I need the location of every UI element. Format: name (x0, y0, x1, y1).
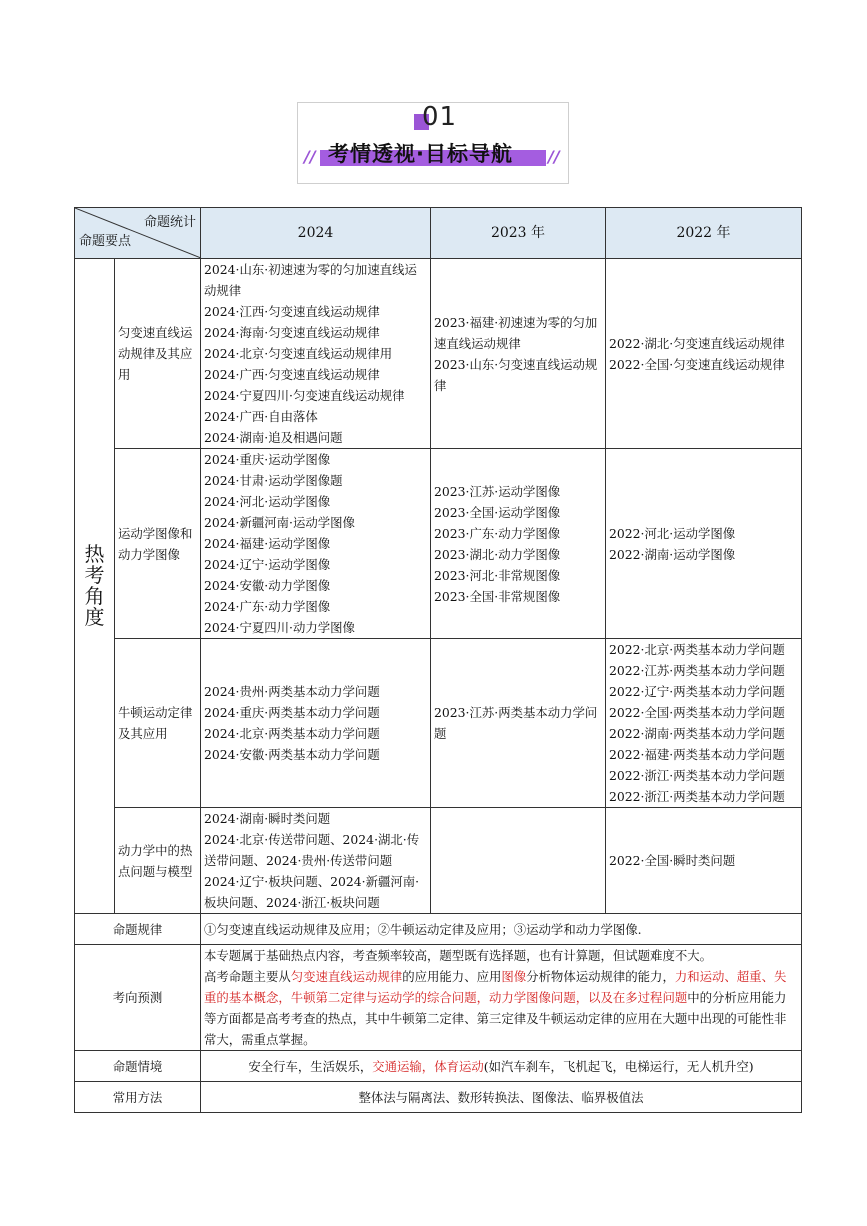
context-row (75, 1051, 802, 1082)
cell-2022: 2022·河北·运动学图像 2022·湖南·运动学图像 (606, 449, 802, 639)
rule-label: 命题规律 (75, 914, 201, 945)
methods-row (75, 1082, 802, 1113)
table-row (75, 259, 802, 449)
header-2024: 2024 (201, 208, 431, 259)
category-cell: 动力学中的热点问题与模型 (115, 808, 201, 914)
header-row (75, 208, 802, 259)
cell-2022: 2022·湖北·匀变速直线运动规律 2022·全国·匀变速直线运动规律 (606, 259, 802, 449)
category-cell: 牛顿运动定律及其应用 (115, 639, 201, 808)
category-cell: 匀变速直线运动规律及其应用 (115, 259, 201, 449)
forecast-text: 本专题属于基础热点内容，考查频率较高，题型既有选择题，也有计算题，但试题难度不大。 高考命题主要从匀变速直线运动规律的应用能力、应用图像分析物体运动规律的能力，力和运动、超重、失重的基本概念，牛顿第二定律与运动学的综合问题，动力学图像问题，以及在多过程问题中的分析应用能力等方面都是高考考查的热点，其中牛顿第二定律、第三定律及牛顿运动定律的应用在大题中出现的可能性非常大，需重点掌握。 (201, 945, 802, 1051)
rule-row (75, 914, 802, 945)
cell-2022: 2022·全国·瞬时类问题 (606, 808, 802, 914)
cell-2023: 2023·江苏·两类基本动力学问题 (431, 639, 606, 808)
forecast-row (75, 945, 802, 1051)
cell-2024: 2024·贵州·两类基本动力学问题 2024·重庆·两类基本动力学问题 2024·北京·两类基本动力学问题 2024·安徽·两类基本动力学问题 (201, 639, 431, 808)
banner-number: 01 (422, 102, 458, 132)
banner-slash-left-icon: // (304, 147, 316, 166)
cell-2023 (431, 808, 606, 914)
diagonal-header-cell (75, 208, 201, 259)
hot-topic-group-label: 热 考 角 度 (75, 259, 115, 914)
header-point-label: 命题要点 (79, 234, 132, 249)
section-banner (297, 102, 569, 184)
table-row (75, 449, 802, 639)
table-row (75, 639, 802, 808)
header-stat-label: 命题统计 (143, 215, 196, 230)
cell-2024: 2024·山东·初速速为零的匀加速直线运动规律 2024·江西·匀变速直线运动规律 2024·海南·匀变速直线运动规律 2024·北京·匀变速直线运动规律用 2024·广西·匀变速直线运动规律 2024·宁夏四川·匀变速直线运动规律 2024·广西·自由落体 2024·湖南·追及相遇问题 (201, 259, 431, 449)
forecast-label: 考向预测 (75, 945, 201, 1051)
cell-2023: 2023·福建·初速速为零的匀加速直线运动规律 2023·山东·匀变速直线运动规律 (431, 259, 606, 449)
cell-2024: 2024·重庆·运动学图像 2024·甘肃·运动学图像题 2024·河北·运动学图像 2024·新疆河南·运动学图像 2024·福建·运动学图像 2024·辽宁·运动学图像 2024·安徽·动力学图像 2024·广东·动力学图像 2024·宁夏四川·动力学图像 (201, 449, 431, 639)
category-cell: 运动学图像和动力学图像 (115, 449, 201, 639)
cell-2024: 2024·湖南·瞬时类问题 2024·北京·传送带问题、2024·湖北·传送带问题、2024·贵州·传送带问题 2024·辽宁·板块问题、2024·新疆河南·板块问题、2024·浙江·板块问题 (201, 808, 431, 914)
rule-text: ①匀变速直线运动规律及应用；②牛顿运动定律及应用；③运动学和动力学图像. (201, 914, 802, 945)
header-2023: 2023 年 (431, 208, 606, 259)
methods-text: 整体法与隔离法、数形转换法、图像法、临界极值法 (201, 1082, 802, 1113)
cell-2023: 2023·江苏·运动学图像 2023·全国·运动学图像 2023·广东·动力学图像 2023·湖北·动力学图像 2023·河北·非常规图像 2023·全国·非常规图像 (431, 449, 606, 639)
header-2022: 2022 年 (606, 208, 802, 259)
table-row (75, 808, 802, 914)
context-label: 命题情境 (75, 1051, 201, 1082)
banner-title: 考情透视·目标导航 (328, 142, 513, 166)
cell-2022: 2022·北京·两类基本动力学问题 2022·江苏·两类基本动力学问题 2022·辽宁·两类基本动力学问题 2022·全国·两类基本动力学问题 2022·湖南·两类基本动力学问题 2022·福建·两类基本动力学问题 2022·浙江·两类基本动力学问题 2022·浙江·两类基本动力学问题 (606, 639, 802, 808)
exam-analysis-table (74, 207, 802, 1113)
methods-label: 常用方法 (75, 1082, 201, 1113)
context-text: 安全行车，生活娱乐，交通运输，体育运动(如汽车刹车，飞机起飞，电梯运行，无人机升空) (201, 1051, 802, 1082)
banner-slash-right-icon: // (548, 147, 560, 166)
